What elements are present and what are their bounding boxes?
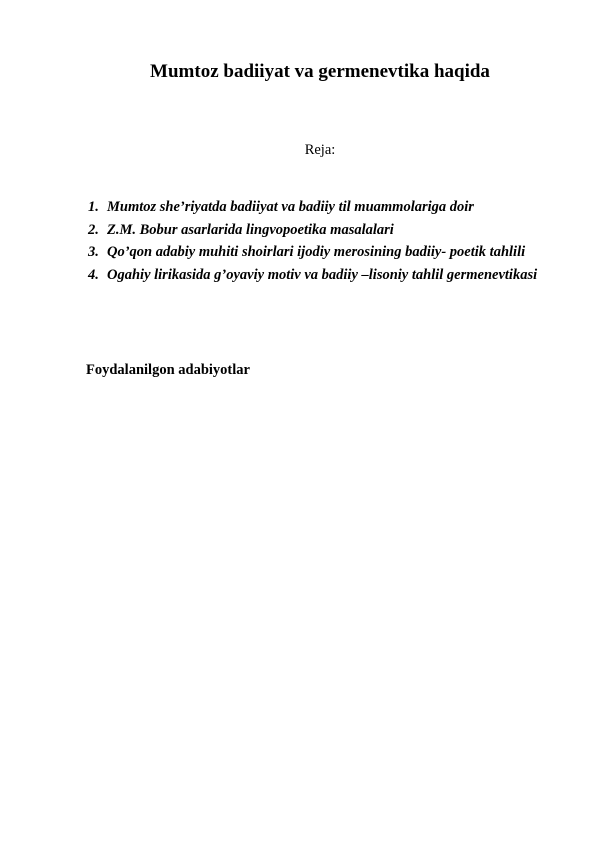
- toc-item-number: 3.: [88, 244, 99, 260]
- toc-item-text: Ogahiy lirikasida g’oyaviy motiv va badiiy –lisoniy tahlil germenevtikasi: [107, 266, 538, 283]
- toc-item-text: Mumtoz she’riyatda badiiyat va badiiy til muammolariga doir: [107, 199, 474, 215]
- toc-item: [88, 219, 550, 242]
- toc-item: [88, 196, 550, 219]
- table-of-contents: [88, 196, 550, 286]
- toc-item-text: Qo’qon adabiy muhiti shoirlari ijodiy merosining badiiy- poetik tahlili: [107, 244, 526, 260]
- toc-item-number: 2.: [88, 221, 99, 238]
- toc-item: [88, 241, 550, 264]
- toc-item-number: 4.: [88, 266, 99, 283]
- plan-heading: Reja:: [304, 142, 336, 158]
- document-title: Mumtoz badiiyat va germenevtika haqida: [150, 61, 490, 82]
- references-heading: Foydalanilgon adabiyotlar: [86, 362, 250, 378]
- toc-item-text: Z.M. Bobur asarlarida lingvopoetika masalalari: [107, 221, 394, 238]
- toc-item-number: 1.: [88, 199, 99, 215]
- toc-item: [88, 264, 550, 287]
